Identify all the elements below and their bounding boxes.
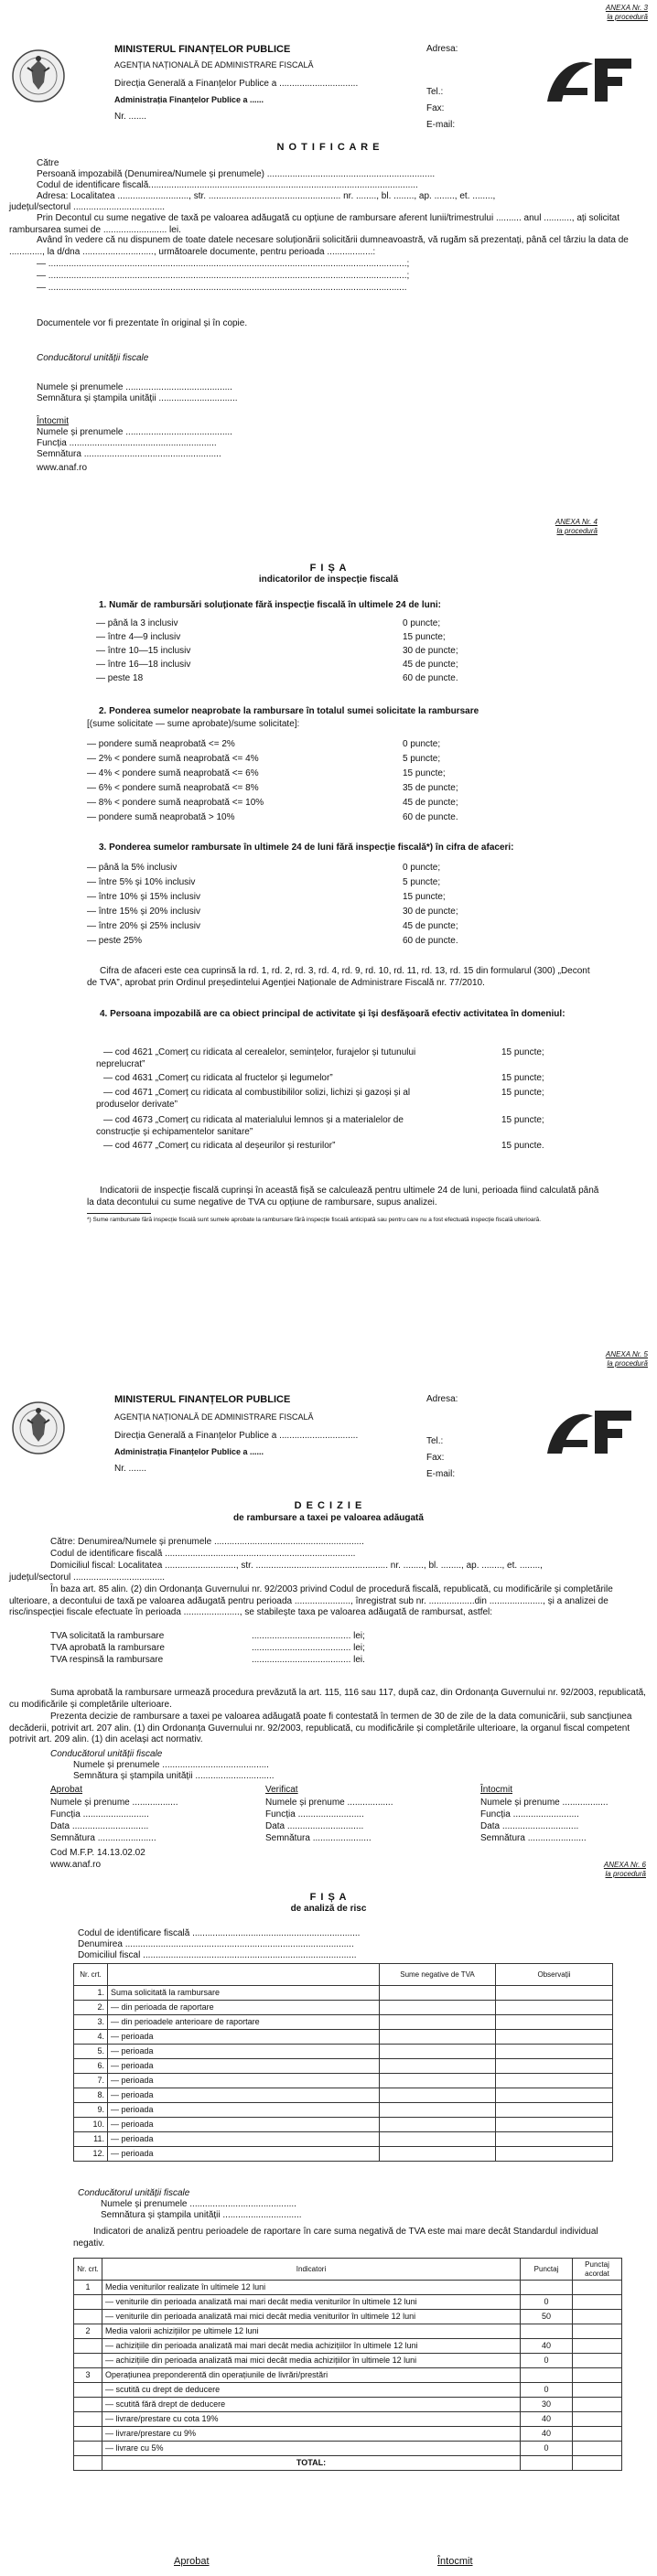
s1-row-label: — până la 3 inclusiv <box>96 618 178 628</box>
row-awarded-score <box>573 2383 622 2398</box>
row-score: 0 <box>521 2354 573 2368</box>
fax-label: Fax: <box>426 103 445 113</box>
row-number: 4. <box>74 2030 108 2045</box>
head-label: Conducătorul unității fiscale <box>78 2188 190 2198</box>
approved-label: Aprobat <box>174 2556 210 2567</box>
row-number: 9. <box>74 2103 108 2118</box>
annex-label: ANEXA Nr. 4 <box>555 518 598 526</box>
s1-row-value: 60 de puncte. <box>403 673 458 683</box>
dash-line-2: — .............................................................................................................................................; <box>37 271 410 281</box>
s3-row-value: 5 puncte; <box>403 877 441 887</box>
row-number: 2. <box>74 2001 108 2015</box>
row-number <box>74 2442 102 2456</box>
col-score: Punctaj <box>521 2259 573 2281</box>
row-label: — perioada <box>108 2103 380 2118</box>
footnote: *) Sume rambursate fără inspecție fiscală sunt sumele aprobate la rambursare fără inspecție fiscală anticipată sau pentru care nu a fost efectuată inspecție fiscală ulterioară. <box>87 1217 542 1223</box>
row-label: Suma solicitată la rambursare <box>108 1986 380 2001</box>
s2-row-label: — 2% < pondere sumă neaprobată <= 4% <box>87 754 259 764</box>
s1-row-value: 30 de puncte; <box>403 646 458 656</box>
row-negative-vat <box>380 2103 496 2118</box>
section-2-formula: [(sume solicitate — sume aprobate)/sume solicitate]: <box>87 719 300 729</box>
romania-crest-icon <box>11 1400 66 1456</box>
row-awarded-score <box>573 2354 622 2368</box>
s1-row-label: — peste 18 <box>96 673 144 683</box>
vat-rejected-label: TVA respinsă la rambursare <box>50 1655 164 1665</box>
s3-row-label: — între 10% și 15% inclusiv <box>87 892 200 902</box>
row-awarded-score <box>573 2398 622 2412</box>
row-score: 40 <box>521 2412 573 2427</box>
row-indicator: — veniturile din perioada analizată mai mici decât media veniturilor în ultimele 12 luni <box>102 2310 521 2324</box>
head-name: Numele și prenumele .......................................... <box>37 382 232 392</box>
row-awarded-score <box>573 2295 622 2310</box>
prepared-signature: Semnătura ...................................................... <box>37 449 221 459</box>
row-score: 50 <box>521 2310 573 2324</box>
table-row <box>74 2368 622 2383</box>
table-row <box>74 2354 622 2368</box>
prepared-function: Funcția .......................................................... <box>37 438 217 448</box>
anaf-logo-icon <box>540 51 641 106</box>
administration: Administrația Finanțelor Publice a ...... <box>114 1447 264 1456</box>
company-name-line: Denumirea .......................................................................................... <box>78 1939 354 1949</box>
s4-row-5-label: — cod 4677 „Comerț cu ridicata al deșeurilor și resturilor” <box>103 1141 336 1151</box>
vat-rejected-value: ....................................... lei. <box>252 1655 365 1665</box>
section-1-title: 1. Număr de rambursări soluționate fără inspecție fiscală în ultimele 24 de luni: <box>99 600 442 610</box>
s4-row-3-label: — cod 4671 „Comerț cu ridicata al combustibililor solizi, lichizi și gazoși și al produselor derivate” <box>96 1088 411 1110</box>
s1-row-label: — între 10—15 inclusiv <box>96 646 191 656</box>
s3-row-value: 60 de puncte. <box>403 936 458 946</box>
verified-function: Funcția .......................... <box>265 1809 364 1819</box>
section-3-title: 3. Ponderea sumelor rambursate în ultimele 24 de luni fără inspecție fiscală*) în cifra de afaceri: <box>99 843 514 853</box>
notification-title: N O T I F I C A R E <box>276 142 381 153</box>
row-number: 1. <box>74 1986 108 2001</box>
row-number: 8. <box>74 2088 108 2103</box>
row-indicator: Media veniturilor realizate în ultimele 12 luni <box>102 2281 521 2295</box>
row-number <box>74 2398 102 2412</box>
annex-sub: la procedură <box>556 527 598 535</box>
row-number: 3. <box>74 2015 108 2030</box>
row-score <box>521 2324 573 2339</box>
annex-sub: la procedură <box>607 13 648 21</box>
table-row <box>74 2442 622 2456</box>
row-observations <box>496 2103 613 2118</box>
row-observations <box>496 2001 613 2015</box>
row-number: 5. <box>74 2045 108 2059</box>
row-score: 0 <box>521 2442 573 2456</box>
section-2-title: 2. Ponderea sumelor neaprobate la rambursare în totalul sumei solicitate la rambursare <box>99 706 479 716</box>
dash-line-1: — .............................................................................................................................................; <box>37 259 410 269</box>
col-nr: Nr. crt. <box>74 1964 108 1986</box>
documents-note: Documentele vor fi prezentate în original și în copie. <box>37 318 248 328</box>
col-nr: Nr. crt. <box>74 2259 102 2281</box>
table-row <box>74 2103 613 2118</box>
row-negative-vat <box>380 1986 496 2001</box>
row-number <box>74 2427 102 2442</box>
s1-row-value: 15 puncte; <box>403 632 446 642</box>
verified-signature: Semnătura ....................... <box>265 1833 372 1843</box>
county-line: județul/sectorul .................................... <box>9 202 166 212</box>
head-signature: Semnătura și ștampila unității ............................... <box>73 1771 275 1781</box>
verified-name: Numele și prenume .................. <box>265 1798 393 1808</box>
row-observations <box>496 2118 613 2132</box>
row-negative-vat <box>380 2001 496 2015</box>
row-number <box>74 2383 102 2398</box>
row-awarded-score <box>573 2281 622 2295</box>
col-observations: Observații <box>496 1964 613 1986</box>
table-row <box>74 2427 622 2442</box>
final-note: Indicatorii de inspecție fiscală cuprinși în această fișă se calculează pentru ultimele 24 de luni, perioada fiind calculată până la data decontului cu sume negative de TVA cu opțiune de rambursare, supus analizei. <box>87 1186 599 1208</box>
row-indicator: — veniturile din perioada analizată mai mari decât media veniturilor în ultimele 12 luni <box>102 2295 521 2310</box>
s1-row-value: 0 puncte; <box>403 618 441 628</box>
vat-requested-value: ....................................... lei; <box>252 1631 365 1641</box>
row-awarded-score <box>573 2310 622 2324</box>
address-line: Adresa: Localitatea ............................, str. .................................................... nr. ........, bl. ........, ap. ........, et. ........, <box>37 191 496 201</box>
row-awarded-score <box>573 2427 622 2442</box>
row-negative-vat <box>380 2015 496 2030</box>
s4-row-1-label: — cod 4621 „Comerț cu ridicata al cerealelor, semințelor, furajelor și tutunului neprelucrat” <box>96 1047 416 1069</box>
row-observations <box>496 2132 613 2147</box>
s2-row-label: — 8% < pondere sumă neaprobată <= 10% <box>87 798 264 808</box>
row-negative-vat <box>380 2132 496 2147</box>
directorate: Direcția Generală a Finanțelor Publice a ............................... <box>114 1431 359 1441</box>
risk-title: F I Ș A <box>309 1892 348 1903</box>
prepared-label: Întocmit <box>437 2556 473 2567</box>
row-observations <box>496 2045 613 2059</box>
row-awarded-score <box>573 2339 622 2354</box>
row-negative-vat <box>380 2074 496 2088</box>
row-number: 1 <box>74 2281 102 2295</box>
paragraph-3: Prezenta decizie de rambursare a taxei pe valoarea adăugată poate fi contestată în termen de 30 de zile de la data comunicării, sub sancțiunea decăderii, potrivit art. 207 alin. (1) din Ordonanța Guvernului nr. 92/2003, republicată, cu modificările și completările ulterioare, la organul fiscal competent potrivit art. 209 alin. (1) din același act normativ. <box>9 1712 632 1744</box>
prepared-function: Funcția .......................... <box>480 1809 579 1819</box>
taxpayer-line: Persoană impozabilă (Denumirea/Numele și prenumele) .................................................................. <box>37 169 436 179</box>
row-negative-vat <box>380 2088 496 2103</box>
s2-row-label: — pondere sumă neaprobată > 10% <box>87 812 235 822</box>
table-row <box>74 2045 613 2059</box>
decision-title: D E C I Z I E <box>294 1500 363 1511</box>
s1-row-value: 45 de puncte; <box>403 660 458 670</box>
prepared-signature: Semnătura ....................... <box>480 1833 587 1843</box>
row-label: — perioada <box>108 2045 380 2059</box>
table-row <box>74 2310 622 2324</box>
s3-row-label: — între 15% și 20% inclusiv <box>87 907 200 917</box>
row-number <box>74 2295 102 2310</box>
vat-requested-label: TVA solicitată la rambursare <box>50 1631 165 1641</box>
row-label: — perioada <box>108 2088 380 2103</box>
s4-row-4-value: 15 puncte; <box>501 1115 544 1125</box>
row-number: 2 <box>74 2324 102 2339</box>
address-line: Domiciliul fiscal: Localitatea ............................, str. .................................................... nr. ........, bl. ........, ap. ........, et. ........, <box>50 1561 543 1571</box>
s2-row-value: 60 de puncte. <box>403 812 458 822</box>
s4-row-4-label: — cod 4673 „Comerț cu ridicata al materialului lemnos și a materialelor de construcție și echipamentelor sanitare” <box>96 1115 404 1137</box>
table-row <box>74 1986 613 2001</box>
verified-title: Verificat <box>265 1785 298 1795</box>
county-line: județul/sectorul .................................... <box>9 1572 166 1583</box>
paragraph-2: Având în vedere că nu dispunem de toate datele necesare soluționării solicitării dumneavoastră, vă rugăm să prezentați, până cel târziu la data de ............., la d/dna ............................, următoarele documente, pentru perioada ..................: <box>9 235 629 257</box>
ministry-name: MINISTERUL FINANȚELOR PUBLICE <box>114 44 291 55</box>
row-negative-vat <box>380 2147 496 2162</box>
website: www.anaf.ro <box>50 1860 102 1870</box>
approved-title: Aprobat <box>50 1785 83 1795</box>
administration: Administrația Finanțelor Publice a ...... <box>114 95 264 104</box>
table-row <box>74 2339 622 2354</box>
s3-row-value: 15 puncte; <box>403 892 446 902</box>
col-indicators: Indicatori <box>102 2259 521 2281</box>
paragraph-2: Suma aprobată la rambursare urmează procedura prevăzută la art. 115, 116 sau 117, după caz, din Ordonanța Guvernului nr. 92/2003, republicată, cu modificările și completările ulterioare. <box>9 1688 646 1710</box>
vat-approved-value: ....................................... lei; <box>252 1643 365 1653</box>
tax-id-line: Codul de identificare fiscală .................................................................. <box>78 1928 361 1938</box>
row-number: 6. <box>74 2059 108 2074</box>
row-observations <box>496 2059 613 2074</box>
row-score <box>521 2281 573 2295</box>
table-row <box>74 2412 622 2427</box>
row-negative-vat <box>380 2059 496 2074</box>
s1-row-label: — între 4—9 inclusiv <box>96 632 181 642</box>
directorate: Direcția Generală a Finanțelor Publice a ............................... <box>114 79 359 89</box>
s4-row-3-value: 15 puncte; <box>501 1088 544 1098</box>
dash-line-3: — ............................................................................................................................................. <box>37 283 407 293</box>
row-number: 10. <box>74 2118 108 2132</box>
table-row <box>74 2383 622 2398</box>
risk-table-1 <box>73 1963 613 2162</box>
head-signature: Semnătura și ștampila unității ............................... <box>101 2210 302 2220</box>
row-indicator: — livrare/prestare cu 9% <box>102 2427 521 2442</box>
row-number <box>74 2412 102 2427</box>
table-row <box>74 2147 613 2162</box>
row-observations <box>496 2074 613 2088</box>
annex-label: ANEXA Nr. 5 <box>605 1350 648 1358</box>
col-awarded-score: Punctaj acordat <box>573 2259 622 2281</box>
paragraph-1: Prin Decontul cu sume negative de taxă pe valoarea adăugată cu opțiune de rambursare aferent lunii/trimestrului .......... anul ..........., ați solicitat rambursarea sumei de ......................... lei. <box>9 213 620 235</box>
row-score: 30 <box>521 2398 573 2412</box>
row-label: — perioada <box>108 2059 380 2074</box>
s4-row-2-value: 15 puncte; <box>501 1073 544 1083</box>
row-indicator: — scutită cu drept de deducere <box>102 2383 521 2398</box>
agency-name: AGENȚIA NAȚIONALĂ DE ADMINISTRARE FISCALĂ <box>114 60 314 70</box>
row-indicator: — livrare cu 5% <box>102 2442 521 2456</box>
email-label: E-mail: <box>426 120 456 130</box>
row-label: — perioada <box>108 2132 380 2147</box>
tax-id-line: Codul de identificare fiscală ........................................................................... <box>50 1549 356 1559</box>
tel-label: Tel.: <box>426 87 444 97</box>
approved-date: Data .............................. <box>50 1821 149 1831</box>
tel-label: Tel.: <box>426 1436 444 1446</box>
risk-table-2 <box>73 2258 622 2471</box>
annex-label: ANEXA Nr. 6 <box>603 1861 646 1869</box>
table-row <box>74 2295 622 2310</box>
head-name: Numele și prenumele .......................................... <box>73 1760 269 1770</box>
approved-signature: Semnătura ....................... <box>50 1833 156 1843</box>
row-awarded-score <box>573 2368 622 2383</box>
row-number <box>74 2354 102 2368</box>
head-name: Numele și prenumele .......................................... <box>101 2199 296 2209</box>
row-score: 40 <box>521 2339 573 2354</box>
row-label: — perioada <box>108 2074 380 2088</box>
table-row <box>74 2001 613 2015</box>
row-indicator: — livrare/prestare cu cota 19% <box>102 2412 521 2427</box>
table-row <box>74 2398 622 2412</box>
total-empty <box>74 2456 102 2471</box>
row-negative-vat <box>380 2030 496 2045</box>
col-label <box>108 1964 380 1986</box>
row-label: — perioada <box>108 2030 380 2045</box>
s3-row-value: 30 de puncte; <box>403 907 458 917</box>
row-indicator: — achizițiile din perioada analizată mai mari decât media achizițiilor în ultimele 12 luni <box>102 2339 521 2354</box>
row-label: — perioada <box>108 2147 380 2162</box>
row-negative-vat <box>380 2045 496 2059</box>
s2-row-value: 0 puncte; <box>403 739 441 749</box>
s2-row-label: — 4% < pondere sumă neaprobată <= 6% <box>87 768 259 778</box>
head-label: Conducătorul unității fiscale <box>37 353 149 363</box>
doc-number: Nr. ....... <box>114 112 147 122</box>
tax-id-line: Codul de identificare fiscală.......................................................................................................... <box>37 180 418 190</box>
row-observations <box>496 2015 613 2030</box>
annex-sub: la procedură <box>605 1870 646 1878</box>
s2-row-value: 45 de puncte; <box>403 798 458 808</box>
s3-row-value: 45 de puncte; <box>403 921 458 931</box>
table-row <box>74 2281 622 2295</box>
decision-subtitle: de rambursare a taxei pe valoarea adăugată <box>233 1513 424 1523</box>
row-label: — din perioadele anterioare de raportare <box>108 2015 380 2030</box>
row-label: — din perioada de raportare <box>108 2001 380 2015</box>
s1-row-label: — între 16—18 inclusiv <box>96 660 191 670</box>
table-row <box>74 2132 613 2147</box>
fax-label: Fax: <box>426 1453 445 1463</box>
to-label: Către <box>37 158 59 168</box>
turnover-note: Cifra de afaceri este cea cuprinsă la rd. 1, rd. 2, rd. 3, rd. 4, rd. 9, rd. 10, rd. 11, rd. 13, rd. 15 din formularul (300) „Decont de TVA”, aprobat prin Ordinul președintelui Agenției Naționale de Administrare Fiscală nr. 77/2010. <box>87 966 590 988</box>
row-observations <box>496 2088 613 2103</box>
doc-number: Nr. ....... <box>114 1464 147 1474</box>
s3-row-label: — între 20% și 25% inclusiv <box>87 921 200 931</box>
table-row <box>74 2118 613 2132</box>
row-awarded-score <box>573 2442 622 2456</box>
row-observations <box>496 1986 613 2001</box>
total-row <box>74 2456 622 2471</box>
prepared-label: Întocmit <box>37 416 70 426</box>
s4-row-2-label: — cod 4631 „Comerț cu ridicata al fructelor și legumelor” <box>103 1073 333 1083</box>
row-awarded-score <box>573 2324 622 2339</box>
row-score: 0 <box>521 2295 573 2310</box>
form-code: Cod M.F.P. 14.13.02.02 <box>50 1848 145 1858</box>
row-score <box>521 2368 573 2383</box>
prepared-name: Numele și prenumele .......................................... <box>37 427 232 437</box>
romania-crest-icon <box>11 48 66 104</box>
s2-row-label: — 6% < pondere sumă neaprobată <= 8% <box>87 783 259 793</box>
row-indicator: Media valorii achizițiilor pe ultimele 12 luni <box>102 2324 521 2339</box>
to-line: Către: Denumirea/Numele și prenumele ........................................................... <box>50 1537 364 1547</box>
head-signature: Semnătura și ștampila unității ............................... <box>37 393 238 403</box>
address-label: Adresa: <box>426 44 458 54</box>
section-4-title: 4. Persoana impozabilă are ca obiect principal de activitate și își desfășoară efectiv activitatea în domeniul: <box>100 1009 565 1019</box>
s2-row-value: 35 de puncte; <box>403 783 458 793</box>
total-awarded <box>573 2456 622 2471</box>
approved-name: Numele și prenume .................. <box>50 1798 178 1808</box>
address-label: Adresa: <box>426 1394 458 1404</box>
row-number: 7. <box>74 2074 108 2088</box>
approved-function: Funcția .......................... <box>50 1809 149 1819</box>
s4-row-1-value: 15 puncte; <box>501 1047 544 1057</box>
table-row <box>74 2088 613 2103</box>
prepared-title: Întocmit <box>480 1785 513 1795</box>
paragraph-1: În baza art. 85 alin. (2) din Ordonanța Guvernului nr. 92/2003 privind Codul de procedură fiscală, republicată, cu modificările și completările ulterioare, a decontului de taxă pe valoarea adăugată pentru perioada ......................, înregistrat sub nr. ..................din ....................., și a analizei de risc/inspecției fiscale efectuate în perioada ......................, se stabilește taxa pe valoarea adăugată de rambursat, astfel: <box>9 1584 613 1617</box>
row-indicator: Operațiunea preponderentă din operațiunile de livrări/prestări <box>102 2368 521 2383</box>
vat-approved-label: TVA aprobată la rambursare <box>50 1643 165 1653</box>
s3-row-label: — între 5% și 10% inclusiv <box>87 877 196 887</box>
row-observations <box>496 2147 613 2162</box>
total-score <box>521 2456 573 2471</box>
table-row <box>74 2059 613 2074</box>
fisa-subtitle: indicatorilor de inspecție fiscală <box>258 574 399 585</box>
s2-row-value: 15 puncte; <box>403 768 446 778</box>
verified-date: Data .............................. <box>265 1821 364 1831</box>
row-awarded-score <box>573 2412 622 2427</box>
s4-row-5-value: 15 puncte. <box>501 1141 544 1151</box>
row-number: 3 <box>74 2368 102 2383</box>
s3-row-value: 0 puncte; <box>403 863 441 873</box>
website: www.anaf.ro <box>37 463 88 473</box>
anaf-logo-icon <box>540 1403 641 1458</box>
s3-row-label: — până la 5% inclusiv <box>87 863 178 873</box>
analysis-paragraph: Indicatori de analiză pentru perioadele de raportare în care suma negativă de TVA este mai mare decât Standardul individual negativ. <box>73 2227 598 2249</box>
s2-row-value: 5 puncte; <box>403 754 441 764</box>
row-number <box>74 2310 102 2324</box>
fisa-title: F I Ș A <box>309 563 348 574</box>
annex-sub: la procedură <box>607 1359 648 1368</box>
fiscal-domicile-line: Domiciliul fiscal .................................................................................... <box>78 1950 357 1960</box>
email-label: E-mail: <box>426 1469 456 1479</box>
row-negative-vat <box>380 2118 496 2132</box>
table-row <box>74 2015 613 2030</box>
agency-name: AGENȚIA NAȚIONALĂ DE ADMINISTRARE FISCALĂ <box>114 1412 314 1422</box>
row-observations <box>496 2030 613 2045</box>
annex-label: ANEXA Nr. 3 <box>605 4 648 12</box>
s3-row-label: — peste 25% <box>87 936 143 946</box>
risk-subtitle: de analiză de risc <box>290 1904 367 1914</box>
footnote-divider <box>87 1213 151 1214</box>
s2-row-label: — pondere sumă neaprobată <= 2% <box>87 739 235 749</box>
total-label: TOTAL: <box>102 2456 521 2471</box>
table-row <box>74 2074 613 2088</box>
row-indicator: — scutită fără drept de deducere <box>102 2398 521 2412</box>
row-score: 40 <box>521 2427 573 2442</box>
row-number: 11. <box>74 2132 108 2147</box>
row-number <box>74 2339 102 2354</box>
table-row <box>74 2324 622 2339</box>
row-indicator: — achizițiile din perioada analizată mai mici decât media achizițiilor în ultimele 12 luni <box>102 2354 521 2368</box>
ministry-name: MINISTERUL FINANȚELOR PUBLICE <box>114 1394 291 1405</box>
prepared-name: Numele și prenume .................. <box>480 1798 609 1808</box>
row-score: 0 <box>521 2383 573 2398</box>
col-negative-vat: Sume negative de TVA <box>380 1964 496 1986</box>
table-row <box>74 2030 613 2045</box>
prepared-date: Data .............................. <box>480 1821 579 1831</box>
head-label: Conducătorul unității fiscale <box>50 1749 163 1759</box>
row-number: 12. <box>74 2147 108 2162</box>
row-label: — perioada <box>108 2118 380 2132</box>
